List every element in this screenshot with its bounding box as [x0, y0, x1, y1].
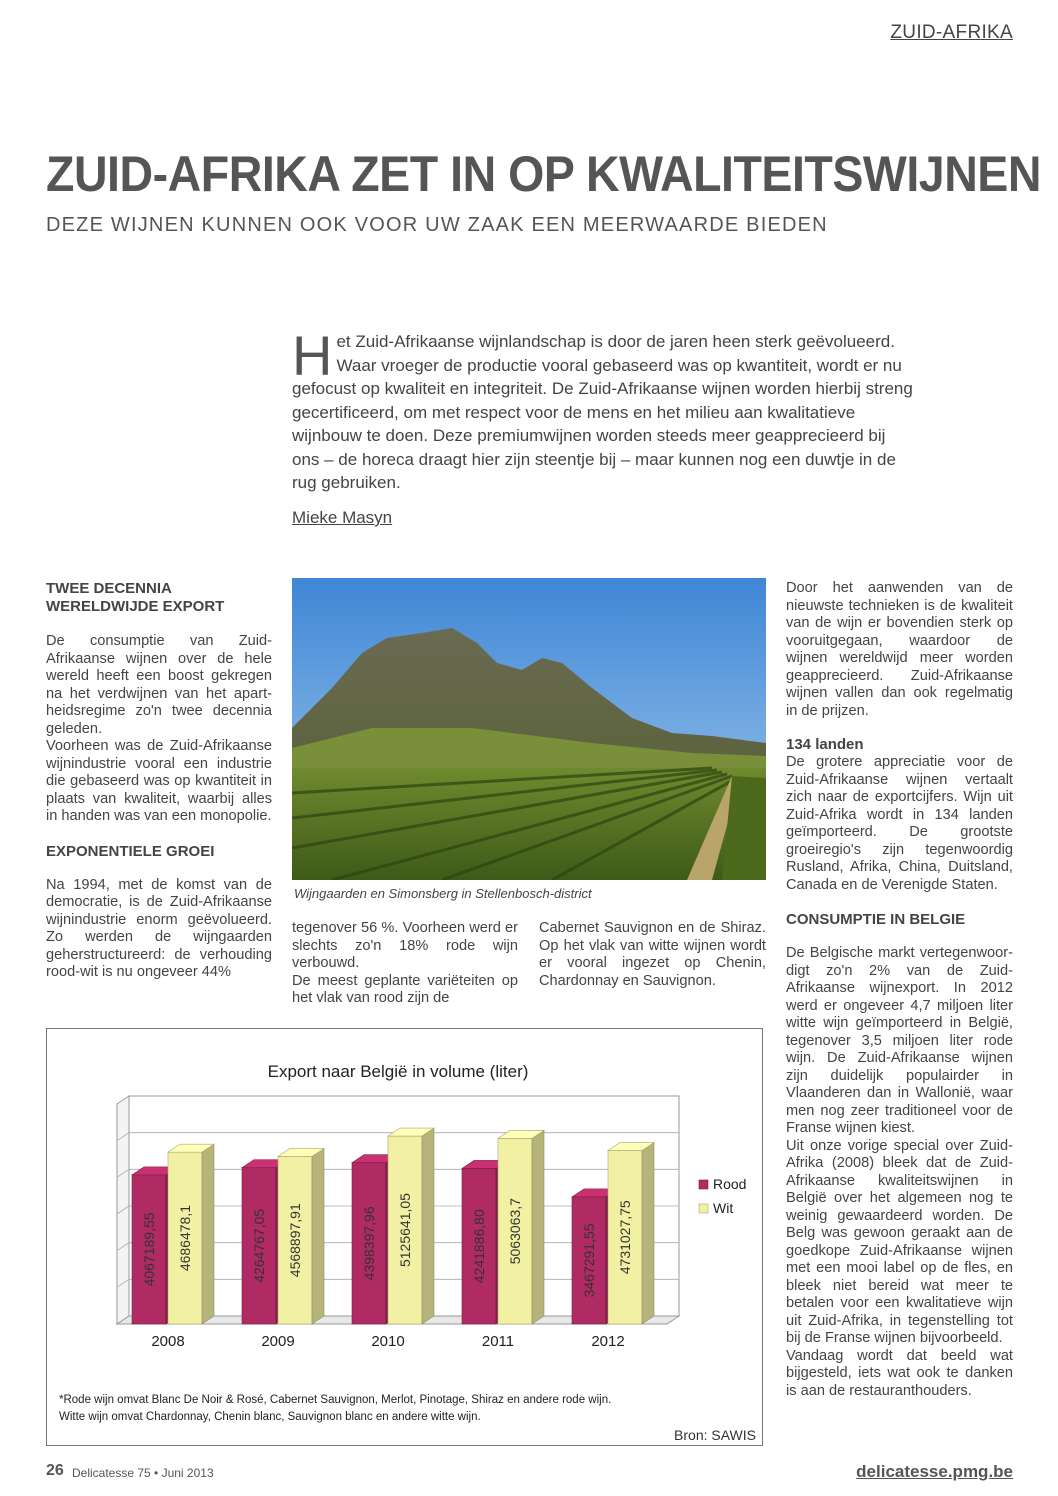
author-byline: Mieke Masyn	[292, 508, 393, 527]
paragraph: Voorheen was de Zuid-Afrikaanse wijnindustrie vooral een industrie die gebaseerd was op kwantiteit in plaats van kwaliteit, waarbij alles in handen was van een monopolie.	[46, 738, 272, 824]
chart-category-label: 2012	[591, 1333, 625, 1350]
export-chart	[47, 1029, 762, 1445]
drop-cap: H	[292, 324, 333, 387]
page-number: 26	[46, 1462, 64, 1479]
column-middle-2	[539, 920, 766, 990]
heading-twee-decennia: TWEE DECENNIA WERELDWIJDE EXPORT	[46, 580, 225, 615]
chart-bar-side-wit	[312, 1148, 324, 1324]
chart-data-label: 4241886,80	[471, 1209, 487, 1284]
chart-source: Bron: SAWIS	[674, 1427, 756, 1443]
paragraph: Na 1994, met de komst van de democratie, is de Zuid-Afrikaanse wijnindustrie enorm geëvolueerd. Zo werden de wijngaarden geherstructureerd: de verhouding rood-wit is nu ongeveer 44%	[46, 876, 272, 980]
chart-data-label: 5125641,05	[397, 1193, 413, 1268]
heading-134-landen: 134 landen	[786, 736, 864, 753]
heading-consumptie-belgie: CONSUMPTIE IN BELGIE	[786, 911, 966, 928]
paragraph: Uit onze vorige special over Zuid-Afrika (2008) bleek dat de Zuid-Afrikaanse kwaliteitswijnen in België over het algemeen nog te weinig gewaardeerd worden. De Belg was gewoon geraakt aan de goedkope Zuid-Afrikaanse wijnen met een mooi label op de fles, en bleek niet bereid wat meer te betalen voor een kwalitatieve wijn uit Zuid-Afrika, in tegenstelling tot bij de Franse wijnen bijvoorbeeld.	[786, 1137, 1013, 1346]
vineyard-photo	[292, 578, 766, 880]
intro-paragraph	[292, 324, 914, 495]
paragraph: De Belgische markt vertegenwoordigt zo'n 2% van de Zuid-Afrikaanse wijnexport. In 2012 werd er ongeveer 4,7 miljoen liter witte wijn geïmporteerd in België, tegenover 3,5 miljoen liter rode wijn. De Zuid-Afrikaanse wijnen zijn duidelijk populairder in Vlaanderen dan in Wallonië, waar men nog zeer traditioneel voor de Franse wijnen kiest.	[786, 945, 1013, 1136]
chart-title: Export naar België in volume (liter)	[267, 1062, 529, 1081]
chart-data-label: 4731027,75	[617, 1200, 633, 1275]
chart-legend-swatch-rood	[699, 1180, 708, 1189]
paragraph: Door het aanwenden van de nieuwste technieken is de kwaliteit van de wijn er bovendien sterk op vooruitgegaan, waardoor de wijnen wereldwijd meer worden geapprecieerd. Zuid-Afrikaanse wijnen vallen dan ook regelmatig in de prijzen.	[786, 580, 1013, 719]
export-chart-box	[46, 1028, 763, 1446]
photo-caption: Wijngaarden en Simonsberg in Stellenbosch-district	[294, 886, 592, 901]
chart-legend-swatch-wit	[699, 1204, 708, 1213]
paragraph: Vandaag wordt dat beeld wat bijgesteld, iets wat ook te danken is aan de restauranthouders.	[786, 1347, 1013, 1399]
chart-bar-side-wit	[422, 1128, 434, 1324]
vineyard-illustration	[292, 578, 766, 880]
page-subtitle: DEZE WIJNEN KUNNEN OOK VOOR UW ZAAK EEN MEERWAARDE BIEDEN	[46, 214, 828, 236]
chart-data-label: 4568897,91	[287, 1203, 303, 1278]
section-tag: ZUID-AFRIKA	[890, 22, 1013, 43]
chart-category-label: 2010	[371, 1333, 405, 1350]
column-middle-1	[292, 920, 518, 1008]
heading-exponentiele-groei: EXPONENTIELE GROEI	[46, 842, 215, 860]
paragraph: De grotere appreciatie voor de Zuid-Afrikaanse wijnen vertaalt zich naar de exportcijfers. Wijn uit Zuid-Afrika wordt in 134 landen geïmporteerd. De grootste groeiregio's zijn tegenwoordig Rusland, Afrika, China, Duitsland, Canada en de Verenigde Staten.	[786, 754, 1013, 893]
chart-data-label: 3467291,55	[581, 1223, 597, 1298]
chart-legend-label-rood: Rood	[713, 1176, 747, 1192]
chart-legend-label-wit: Wit	[713, 1200, 734, 1216]
chart-bar-side-wit	[642, 1143, 654, 1324]
chart-data-label: 4264767,05	[251, 1208, 267, 1283]
chart-category-label: 2008	[151, 1333, 185, 1350]
intro-text: et Zuid-Afrikaanse wijnlandschap is door de jaren heen sterk geëvolueerd. Waar vroeger de productie vooral gebaseerd was op kwantiteit, wordt er nu gefocust op kwaliteit en integriteit. De Zuid-Afrikaanse wijnen worden hierbij streng gecertificeerd, om met respect voor de mens en het milieu aan kwalitatieve wijnbouw te doen. Deze premiumwijnen worden steeds meer geapprecieerd bij ons – de horeca draagt hier zijn steentje bij – maar kunnen nog een duwtje in de rug gebruiken.	[292, 332, 913, 492]
paragraph: De meest geplante variëteiten op het vlak van rood zijn de	[292, 972, 518, 1006]
chart-category-label: 2009	[261, 1333, 295, 1350]
chart-data-label: 4067189,55	[141, 1212, 157, 1287]
paragraph: Cabernet Sauvignon en de Shiraz. Op het vlak van witte wijnen wordt er vooral ingezet op Chenin, Chardonnay en Sauvignon.	[539, 920, 766, 989]
chart-note-white: Witte wijn omvat Chardonnay, Chenin blanc, Sauvignon blanc en andere witte wijn.	[59, 1411, 481, 1423]
website-link[interactable]: delicatesse.pmg.be	[856, 1462, 1013, 1481]
publication-info: Delicatesse 75 • Juni 2013	[72, 1466, 214, 1480]
chart-bar-side-wit	[532, 1130, 544, 1324]
paragraph: De consumptie van Zuid-Afrikaanse wijnen over de hele wereld heeft een boost gekregen na het verdwijnen van het apartheidsregime zo'n twee decennia geleden.	[46, 633, 272, 737]
chart-category-label: 2011	[481, 1333, 515, 1350]
page-title: ZUID-AFRIKA ZET IN OP KWALITEITSWIJNEN	[46, 146, 1041, 202]
chart-data-label: 5063063,7	[507, 1198, 523, 1265]
paragraph: tegenover 56 %. Voorheen werd er slechts zo'n 18% rode wijn verbouwd.	[292, 920, 518, 971]
chart-note-red: *Rode wijn omvat Blanc De Noir & Rosé, Cabernet Sauvignon, Merlot, Pinotage, Shiraz en andere rode wijn.	[59, 1394, 612, 1406]
chart-data-label: 4398397,96	[361, 1206, 377, 1281]
chart-notes	[59, 1392, 611, 1426]
column-left	[46, 580, 272, 982]
chart-data-label: 4686478,1	[177, 1204, 193, 1272]
chart-bar-side-wit	[202, 1144, 214, 1324]
column-right	[786, 580, 1013, 1400]
